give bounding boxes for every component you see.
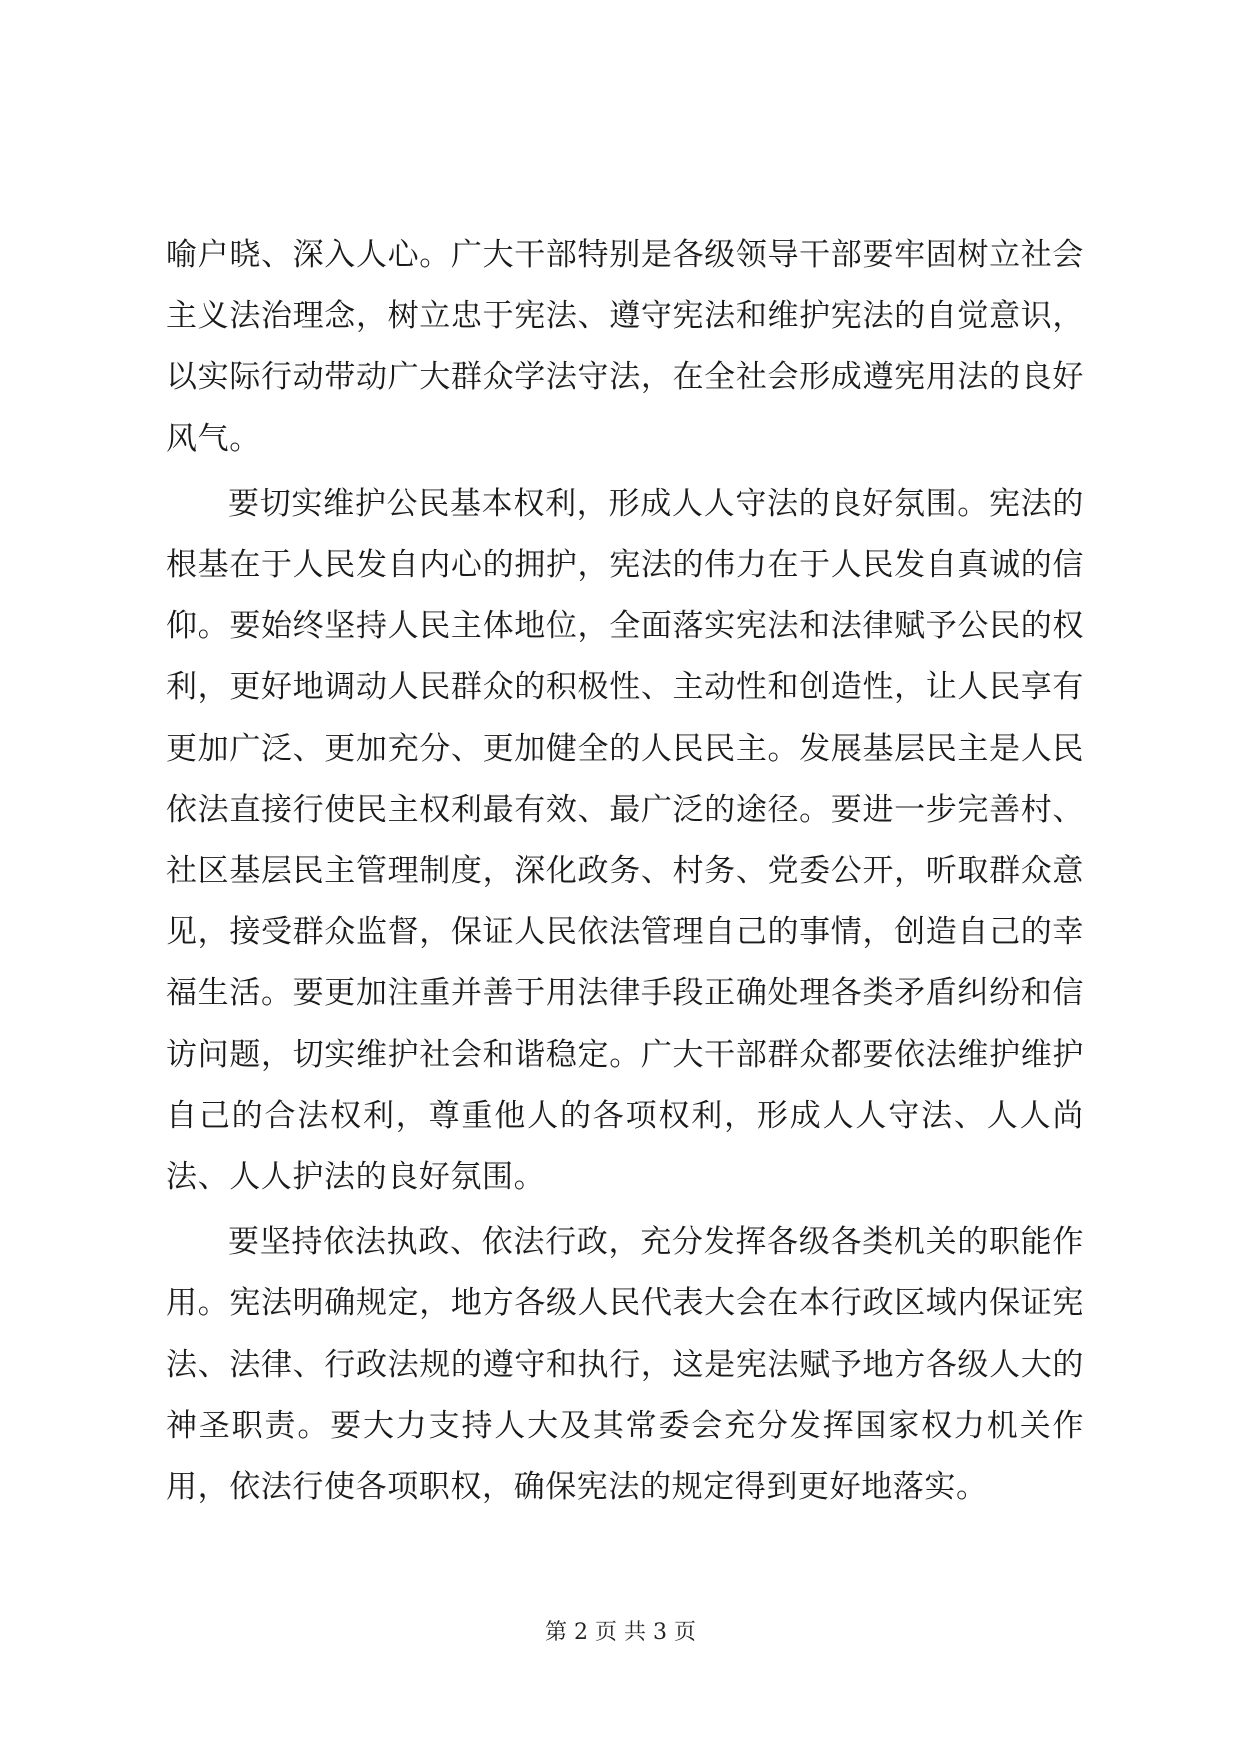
paragraph-2: 要切实维护公民基本权利，形成人人守法的良好氛围。宪法的根基在于人民发自内心的拥护，宪法的伟力在于人民发自真诚的信仰。要始终坚持人民主体地位，全面落实宪法和法律赋予公民的权利，更好地调动人民群众的积极性、主动性和创造性，让人民享有更加广泛、更加充分、更加健全的人民民主。发展基层民主是人民依法直接行使民主权利最有效、最广泛的途径。要进一步完善村、社区基层民主管理制度，深化政务、村务、党委公开，听取群众意见，接受群众监督，保证人民依法管理自己的事情，创造自己的幸福生活。要更加注重并善于用法律手段正确处理各类矛盾纠纷和信访问题，切实维护社会和谐稳定。广大干部群众都要依法维护维护自己的合法权利，尊重他人的各项权利，形成人人守法、人人尚法、人人护法的良好氛围。	[166, 485, 1084, 1196]
paragraph-1: 喻户晓、深入人心。广大干部特别是各级领导干部要牢固树立社会主义法治理念，树立忠于宪法、遵守宪法和维护宪法的自觉意识，以实际行动带动广大群众学法守法，在全社会形成遵宪用法的良好风气。	[166, 237, 1084, 457]
page-number-footer: 第 2 页 共 3 页	[545, 1620, 696, 1645]
paragraph-3: 要坚持依法执政、依法行政，充分发挥各级各类机关的职能作用。宪法明确规定，地方各级人民代表大会在本行政区域内保证宪法、法律、行政法规的遵守和执行，这是宪法赋予地方各级人大的神圣职责。要大力支持人大及其常委会充分发挥国家权力机关作用，依法行使各项职权，确保宪法的规定得到更好地落实。	[166, 1224, 1084, 1506]
document-body	[166, 225, 1084, 1518]
